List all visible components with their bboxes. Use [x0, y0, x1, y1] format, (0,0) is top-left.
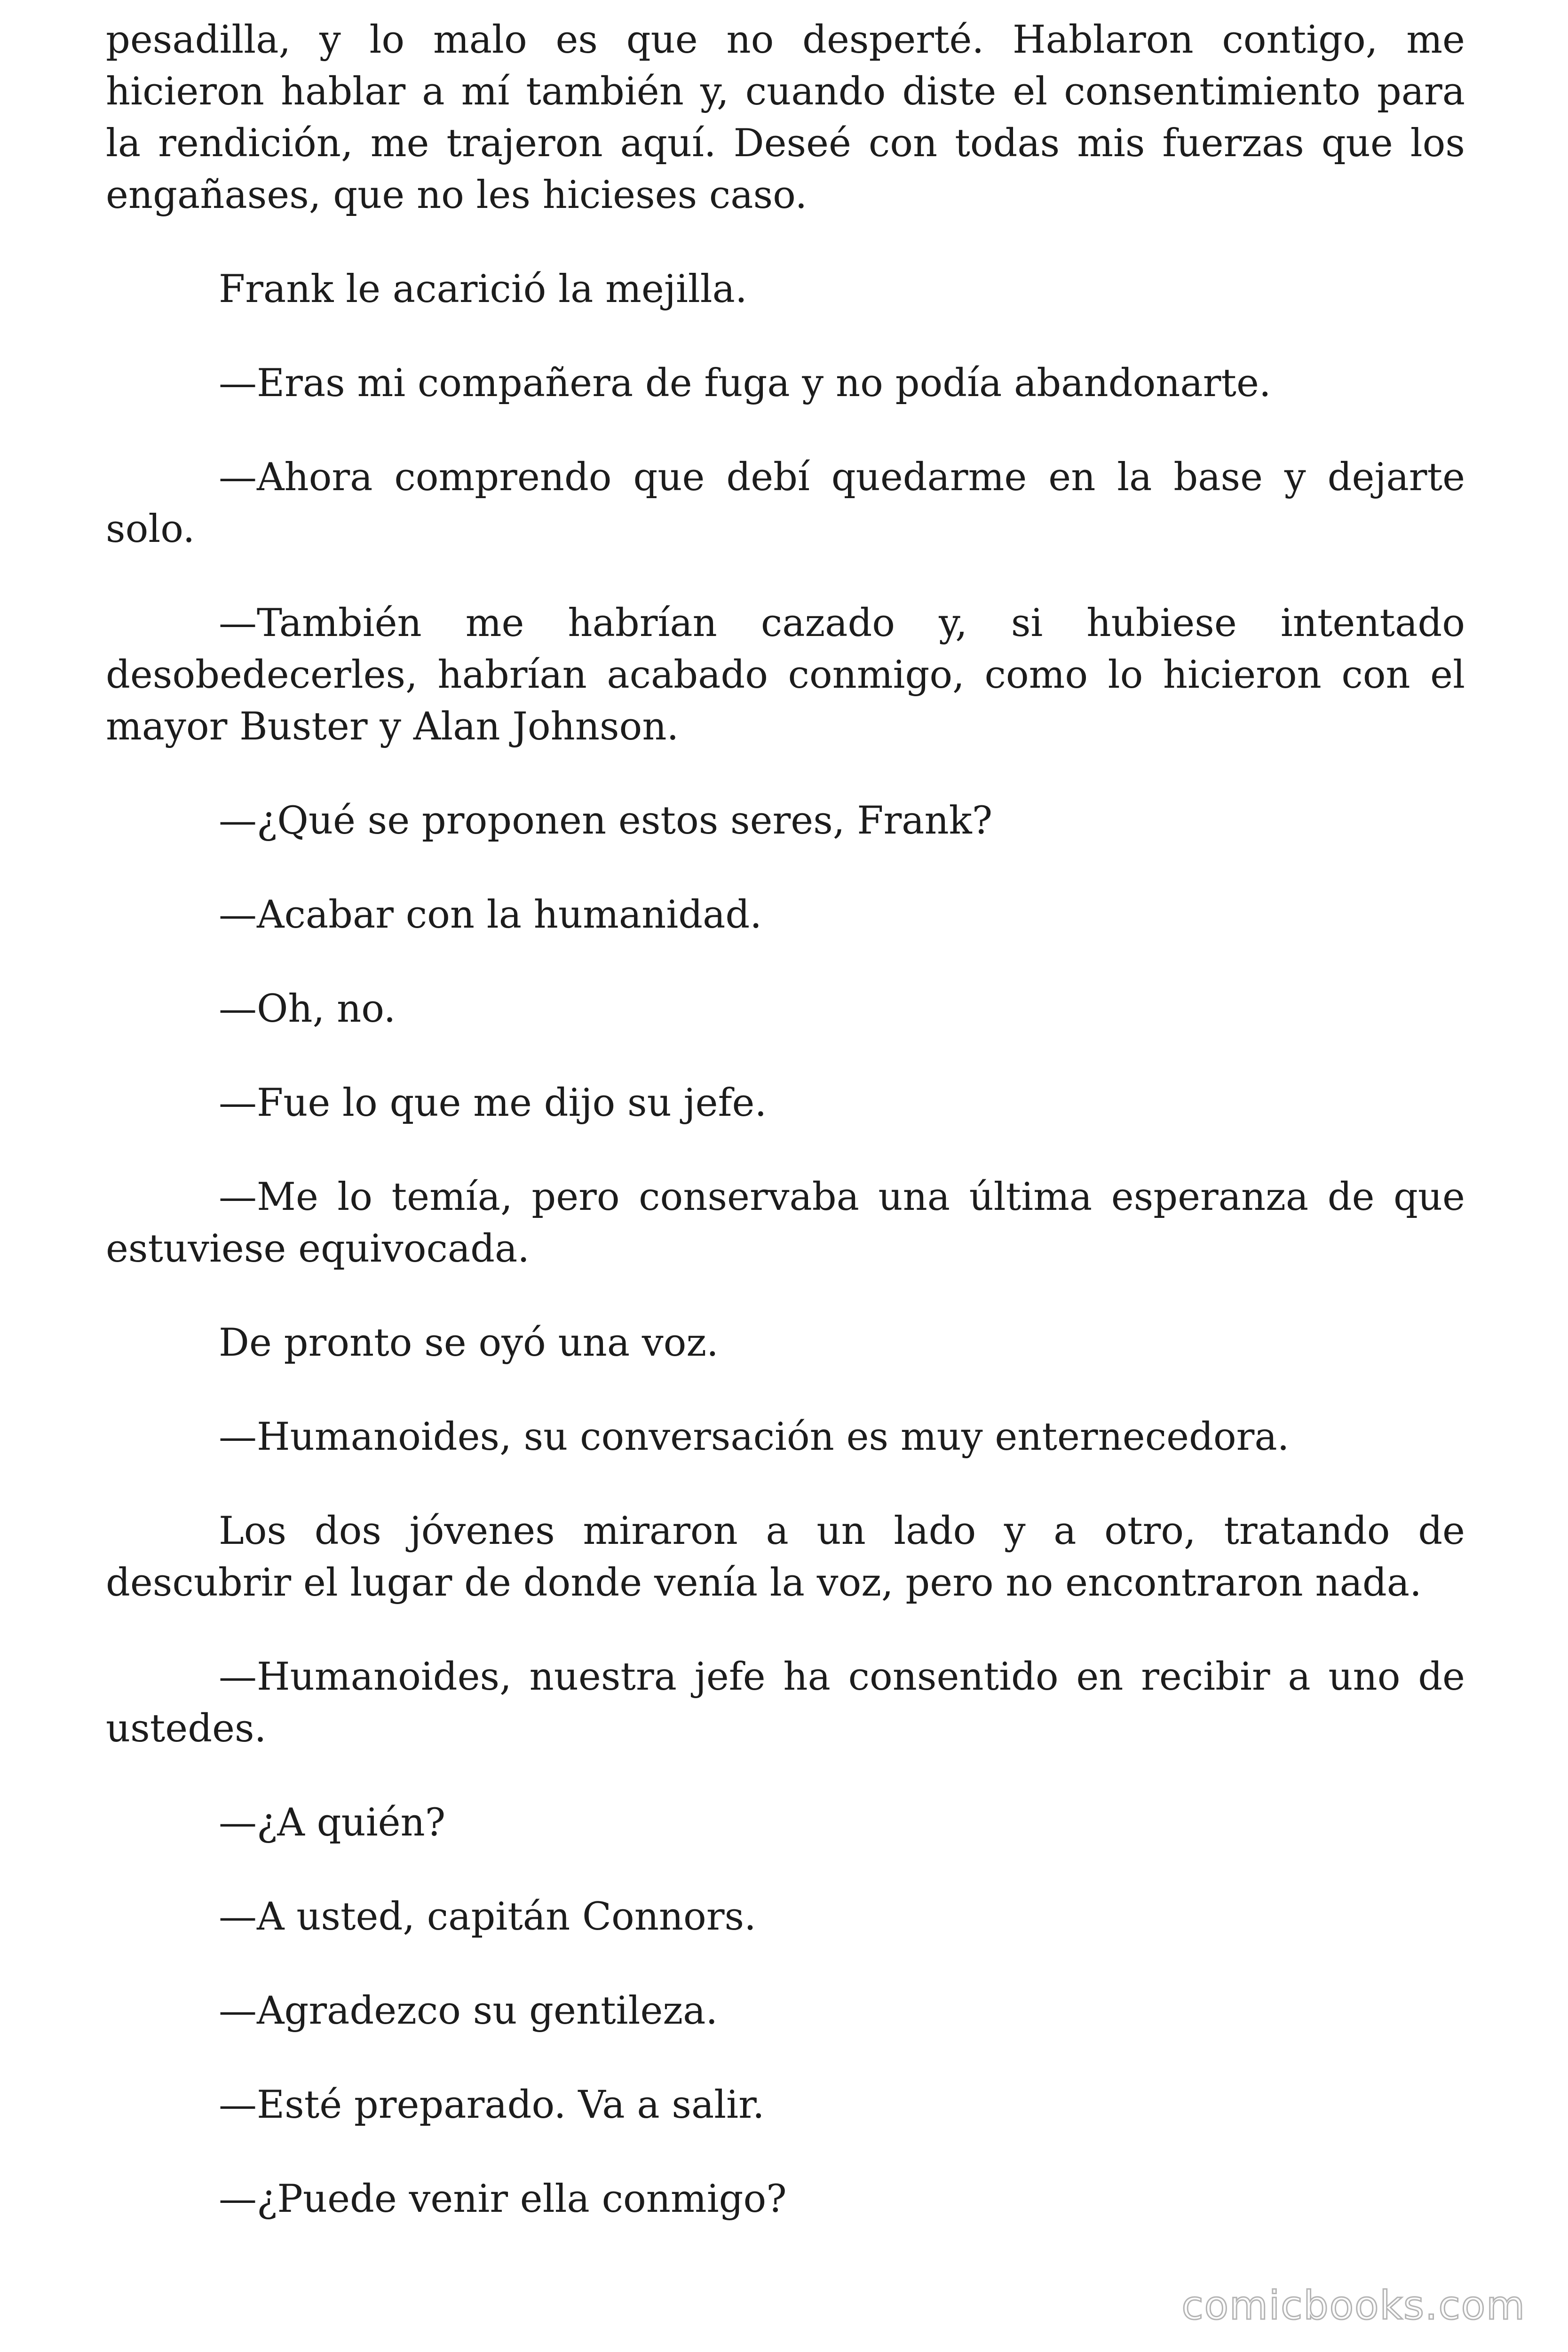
dialogue-line: —Agradezco su gentileza.: [219, 1989, 718, 2033]
paragraph-continuation: pesadilla, y lo malo es que no desperté. Hablaron contigo, me hicieron hablar a mí también y, cuando diste el consentimiento para la rendición, me trajeron aquí. Deseé con todas mis fuerzas que los engañases, que no les hicieses caso.: [106, 18, 1465, 217]
dialogue-line: —Humanoides, su conversación es muy enternecedora.: [219, 1415, 1290, 1459]
dialogue-line: —Me lo temía, pero conservaba una última esperanza de que estuviese equivocada.: [106, 1175, 1465, 1271]
dialogue-line: —Acabar con la humanidad.: [219, 893, 762, 937]
paragraph: Los dos jóvenes miraron a un lado y a otro, tratando de descubrir el lugar de donde venía la voz, pero no encontraron nada.: [106, 1509, 1465, 1605]
dialogue-line: —Ahora comprendo que debí quedarme en la base y dejarte solo.: [106, 455, 1465, 551]
dialogue-line: —¿Qué se proponen estos seres, Frank?: [219, 799, 993, 843]
watermark: comicbooks.com: [1181, 2282, 1526, 2328]
dialogue-line: —Humanoides, nuestra jefe ha consentido en recibir a uno de ustedes.: [106, 1655, 1465, 1751]
dialogue-line: —Fue lo que me dijo su jefe.: [219, 1081, 767, 1125]
dialogue-line: —A usted, capitán Connors.: [219, 1895, 756, 1939]
paragraph: Frank le acarició la mejilla.: [219, 267, 747, 311]
paragraph: De pronto se oyó una voz.: [219, 1321, 719, 1365]
dialogue-line: —Esté preparado. Va a salir.: [219, 2083, 765, 2127]
dialogue-line: —Oh, no.: [219, 987, 396, 1031]
dialogue-line: —¿A quién?: [219, 1801, 446, 1845]
document-page: [106, 14, 1465, 2267]
dialogue-line: —Eras mi compañera de fuga y no podía abandonarte.: [219, 361, 1271, 405]
dialogue-line: —También me habrían cazado y, si hubiese intentado desobedecerles, habrían acabado conmigo, como lo hicieron con el mayor Buster y Alan Johnson.: [106, 601, 1465, 749]
dialogue-line: —¿Puede venir ella conmigo?: [219, 2177, 787, 2221]
